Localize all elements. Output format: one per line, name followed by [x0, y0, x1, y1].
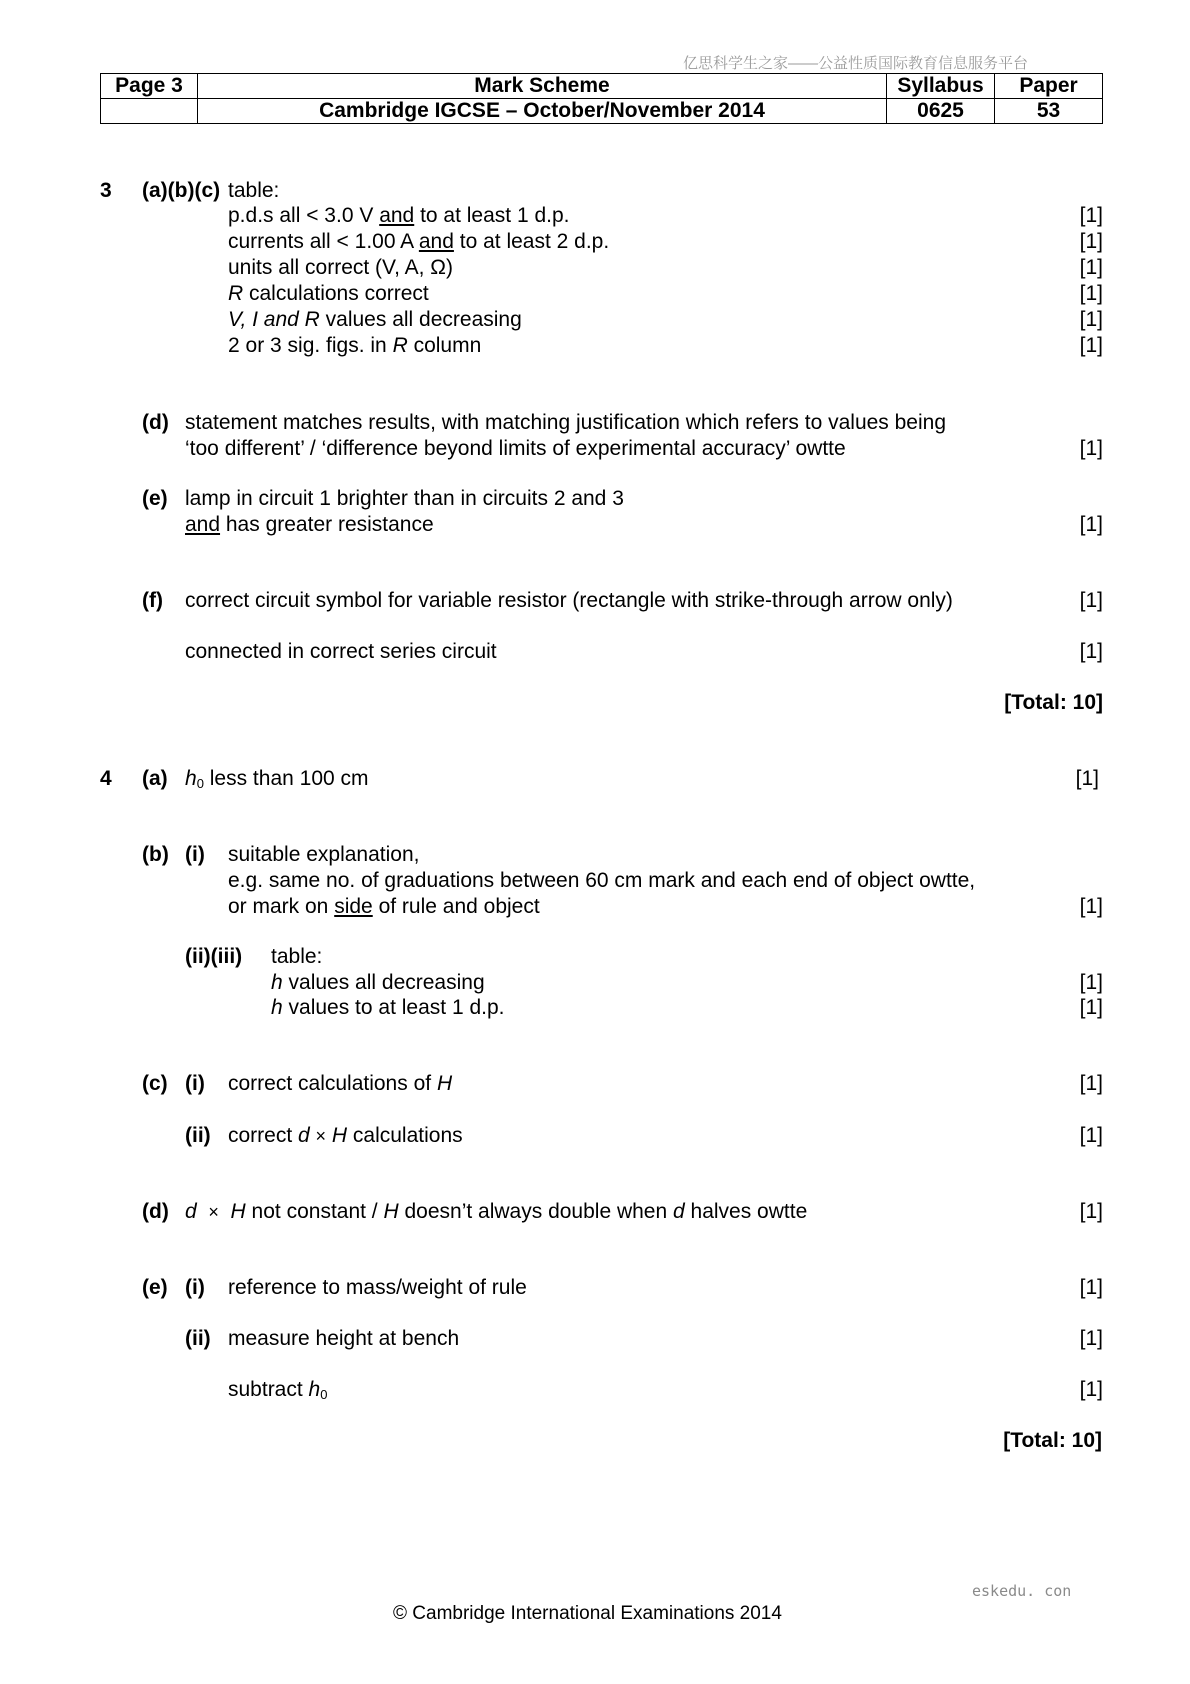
q3-d-line1: statement matches results, with matching justification which refers to values being: [185, 411, 947, 434]
mark: [1]: [1079, 589, 1103, 612]
q4-biii-line1: h values all decreasing: [271, 971, 485, 994]
mark: [1]: [1079, 282, 1103, 305]
q4-number: 4: [100, 767, 112, 790]
q4-biii-line2: h values to at least 1 d.p.: [271, 996, 505, 1019]
mark: [1]: [1079, 256, 1103, 279]
q3-line-r-calc: R calculations correct: [228, 282, 429, 305]
mark: [1]: [1079, 513, 1103, 536]
q3-line-decreasing: V, I and R values all decreasing: [228, 308, 522, 331]
q4-cii-label: (ii): [185, 1124, 211, 1147]
header-paper-value: 53: [995, 99, 1103, 124]
q3-f-line1: correct circuit symbol for variable resistor (rectangle with strike-through arrow only): [185, 589, 953, 612]
q4-eii-label: (ii): [185, 1327, 211, 1350]
q4-e-label: (e): [142, 1276, 168, 1299]
q3-f-line2: connected in correct series circuit: [185, 640, 497, 663]
q4-cii-text: correct d × H calculations: [228, 1124, 463, 1147]
q4-biii-label: (ii)(iii): [185, 945, 243, 968]
q4-bi-label: (i): [185, 843, 205, 866]
q4-bi-line2: e.g. same no. of graduations between 60 cm mark and each end of object owtte,: [228, 869, 976, 892]
mark: [1]: [1079, 1072, 1103, 1095]
q3-line-pds: p.d.s all < 3.0 V and to at least 1 d.p.: [228, 204, 570, 227]
q4-ei-label: (i): [185, 1276, 205, 1299]
q4-a-text: $h_0$ less than 100 cm: [185, 767, 369, 791]
q3-line-sigfigs: 2 or 3 sig. figs. in R column: [228, 334, 482, 357]
q3-e-label: (e): [142, 487, 168, 510]
q4-bi-line3: or mark on side of rule and object: [228, 895, 540, 918]
mark: [1]: [1079, 1200, 1103, 1223]
q3-e-line2: and has greater resistance: [185, 513, 434, 536]
q4-c-label: (c): [142, 1072, 168, 1095]
header-subtitle: Cambridge IGCSE – October/November 2014: [198, 99, 887, 124]
q3-line-currents: currents all < 1.00 A and to at least 2 d.p.: [228, 230, 610, 253]
q4-ci-text: correct calculations of H: [228, 1072, 453, 1095]
watermark-top: 亿思科学生之家——公益性质国际教育信息服务平台: [683, 55, 1029, 72]
q4-ci-label: (i): [185, 1072, 205, 1095]
mark: [1]: [1079, 971, 1103, 994]
q4-ei-text: reference to mass/weight of rule: [228, 1276, 527, 1299]
header-title: Mark Scheme: [198, 74, 887, 99]
header-table: [100, 73, 1103, 124]
q4-a-label: (a): [142, 767, 168, 790]
mark: [1]: [1075, 767, 1099, 790]
mark: [1]: [1079, 437, 1103, 460]
mark: [1]: [1079, 996, 1103, 1019]
q4-eii-text: measure height at bench: [228, 1327, 460, 1350]
q3-d-label: (d): [142, 411, 169, 434]
q3-number: 3: [100, 179, 112, 202]
header-page: Page 3: [101, 74, 198, 99]
mark: [1]: [1079, 1327, 1103, 1350]
mark: [1]: [1079, 895, 1103, 918]
q3-d-line2: ‘too different’ / ‘difference beyond limits of experimental accuracy’ owtte: [185, 437, 846, 460]
q3-total: [Total: 10]: [1004, 691, 1103, 714]
header-paper-label: Paper: [995, 74, 1103, 99]
mark: [1]: [1079, 1276, 1103, 1299]
mark: [1]: [1079, 1378, 1103, 1401]
q4-b-label: (b): [142, 843, 169, 866]
mark: [1]: [1079, 204, 1103, 227]
header-syllabus-label: Syllabus: [887, 74, 995, 99]
q4-biii-intro: table:: [271, 945, 323, 968]
q4-total: [Total: 10]: [1003, 1429, 1102, 1452]
q3-line-units: units all correct (V, A, Ω): [228, 256, 454, 279]
q4-bi-line1: suitable explanation,: [228, 843, 420, 866]
q3-e-line1: lamp in circuit 1 brighter than in circuits 2 and 3: [185, 487, 624, 510]
header-empty: [101, 99, 198, 124]
mark: [1]: [1079, 334, 1103, 357]
watermark-bottom: eskedu. con: [972, 1582, 1072, 1600]
q4-eiii-text: subtract $h_0$: [228, 1378, 328, 1402]
mark: [1]: [1079, 230, 1103, 253]
footer-copyright: © Cambridge International Examinations 2014: [393, 1603, 782, 1624]
mark: [1]: [1079, 308, 1103, 331]
q3-f-label: (f): [142, 589, 163, 612]
q3-abc-label: (a)(b)(c): [142, 179, 221, 202]
header-syllabus-value: 0625: [887, 99, 995, 124]
q4-d-label: (d): [142, 1200, 169, 1223]
mark: [1]: [1079, 1124, 1103, 1147]
mark: [1]: [1079, 640, 1103, 663]
q3-abc-intro: table:: [228, 179, 280, 202]
q4-d-text: d × H not constant / H doesn’t always double when d halves owtte: [185, 1200, 808, 1223]
